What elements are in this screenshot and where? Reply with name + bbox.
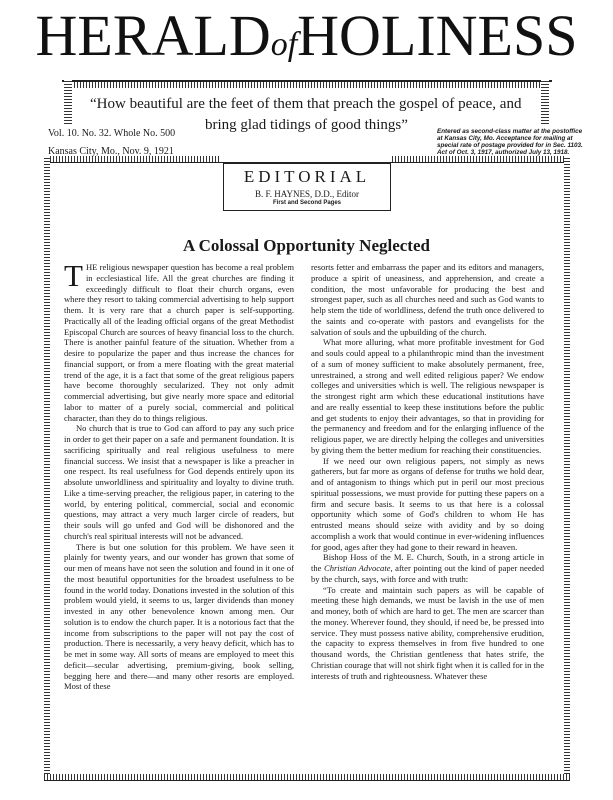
masthead-herald: HERALD (35, 3, 271, 68)
paragraph: What more alluring, what more profitable investment for God and souls could appeal to a philanthropic mind than the investment of a sum of money sufficient to make absolutely permanent, free, unrestrained, a strong and well edited religious paper? We endow colleges and universities which is well. The religious newspaper is the strongest right arm which these educational institutions have and are really essential to keep these institutions before the public and get students to enjoy their advantages, so that in providing for the permanency and freedom and for the enlarging influence of the religious paper, we are directly helping the colleges and universities by giving them the better medium for reaching their constituencies. (311, 337, 544, 455)
frame-motto-left (64, 80, 72, 124)
frame-motto-right (541, 80, 549, 124)
publication-title: Christian Advocate, (324, 563, 393, 573)
article-headline: A Colossal Opportunity Neglected (183, 236, 430, 255)
entered-notice: Entered as second-class matter at the postoffice at Kansas City, Mo. Acceptance for mailing at special rate of postage provided for in Sec. 1103. Act of Oct. 3, 1917, authorized July 13, 1918. (437, 128, 583, 156)
motto-line-2: bring glad tidings of good things” (205, 117, 408, 133)
paragraph: There is but one solution for this problem. We have seen it plainly for twenty years, and our wonder has grown that some of our men of means have not seen the solution and found in it one of the most beautiful opportunities for the broadest usefulness to be found in the world today. Donations invested in the solution of this problem would yield, it seems to us, larger dividends than money invested in any other benevolence known among men. Our solution is to endow the church paper. It is a notorious fact that the income from subscriptions to the paper will not pay the cost of production. There is necessarily, a very heavy deficit, which has to be met in some way. All sorts of means are employed to meet this deficit—secular advertising, premium-giving, book selling, begging here and there—and many other resorts are employed. Most of these (64, 541, 294, 692)
editorial-title: EDITORIAL (243, 167, 371, 186)
paragraph: resorts fetter and embarrass the paper and its editors and managers, produce a spirit of uneasiness, and apprehension, and create a condition, the most unfavorable for producing the best and strongest paper, such as all churches need and such as God wants to help stem the tide of worldliness, defend the truth once delivered to the saints and co-operate with pastors and evangelists for the salvation of souls and the upbuilding of the church. (311, 262, 544, 337)
masthead-holiness: HOLINESS (297, 3, 578, 68)
paragraph: If we need our own religious papers, not simply as news gatherers, but far more as organs of defense for truths we hold dear, and of antagonism to things which put in peril our most precious spiritual possessions, we must provide for putting these papers on a firm and secure basis. It seems to us that here is a colossal opportunity which some of God's children to whom He has entrusted means should seize with avidity and by so doing accomplish a work that would continue in ever-widening influences for good, ages after they had gone to their reward in heaven. (311, 455, 544, 552)
editorial-pages: First and Second Pages (272, 200, 342, 206)
volume-number: Vol. 10. No. 32. Whole No. 500 (48, 128, 176, 139)
masthead-of: of (270, 26, 298, 63)
article-column-1 (64, 258, 294, 692)
paragraph-quote: “To create and maintain such papers as will be capable of meeting these high demands, we must be lavish in the use of men and money, both of which are hard to get. The men are scarcer than the money. Wherever found, they should, if need be, be pressed into service. They must possess native ability, comprehensive erudition, the capacity to express themselves in from five hundred to one thousand words, the Christian gentleness that hates strife, the Christian courage that will not shirk fight when it is called for in the interests of truth and righteousness. Whatever these (311, 584, 544, 681)
frame-top-rule (62, 80, 552, 82)
motto-line-1: “How beautiful are the feet of them that preach the gospel of peace, and (90, 96, 522, 112)
frame-top-hatch (74, 82, 540, 88)
editor-name: B. F. HAYNES, D.D., Editor (255, 189, 359, 199)
frame-bottom-rule (44, 780, 570, 781)
place-date: Kansas City, Mo., Nov. 9, 1921 (48, 146, 174, 157)
paragraph: THE religious newspaper question has become a real problem in ecclesiastical life. All the great churches are finding it exceedingly difficult to float their church organs, even where they resort to taking commercial advertising to help support them. It is very rare that a church paper is self-supporting. Practically all of the leading official organs of the great Methodist Episcopal Church are sources of heavy financial loss to the church. There is another painful feature of the situation. Whether from a desire to popularize the paper and thus increase the chances for financial support, or from a mere floating with the great material trend of the age, it is a fact that some of the great religious papers have become thoroughly secularized. They not only admit commercial advertising, but give nearly more space and editorial labor to matter of a purely social, commercial and political character, than they do to things religious. (64, 258, 294, 423)
drop-cap: T (64, 258, 83, 293)
article-column-2 (311, 262, 544, 681)
editorial-box (223, 163, 391, 211)
paragraph-hoss: Bishop Hoss of the M. E. Church, South, in a strong article in the Christian Advocate, after pointing out the kind of paper needed by the church, says, with force and with truth: (311, 552, 544, 584)
masthead (0, 4, 613, 77)
paragraph: No church that is true to God can afford to pay any such price in order to get their paper on a safe and permanent foundation. It is sacrificing spiritually and real religious usefulness to mere financial success. We insist that a newspaper is like a preacher in one respect. Its real usefulness for God depends entirely upon its absolute unworldliness and spirituality and loyalty to divine truth. Like a time-serving preacher, the religious paper, in catering to the world, by entering political, commercial, social and economic questions, may attract a very much larger circle of readers, but their souls will go unfed and God will be dishonored and the church's real spiritual interests will not be advanced. (64, 423, 294, 541)
